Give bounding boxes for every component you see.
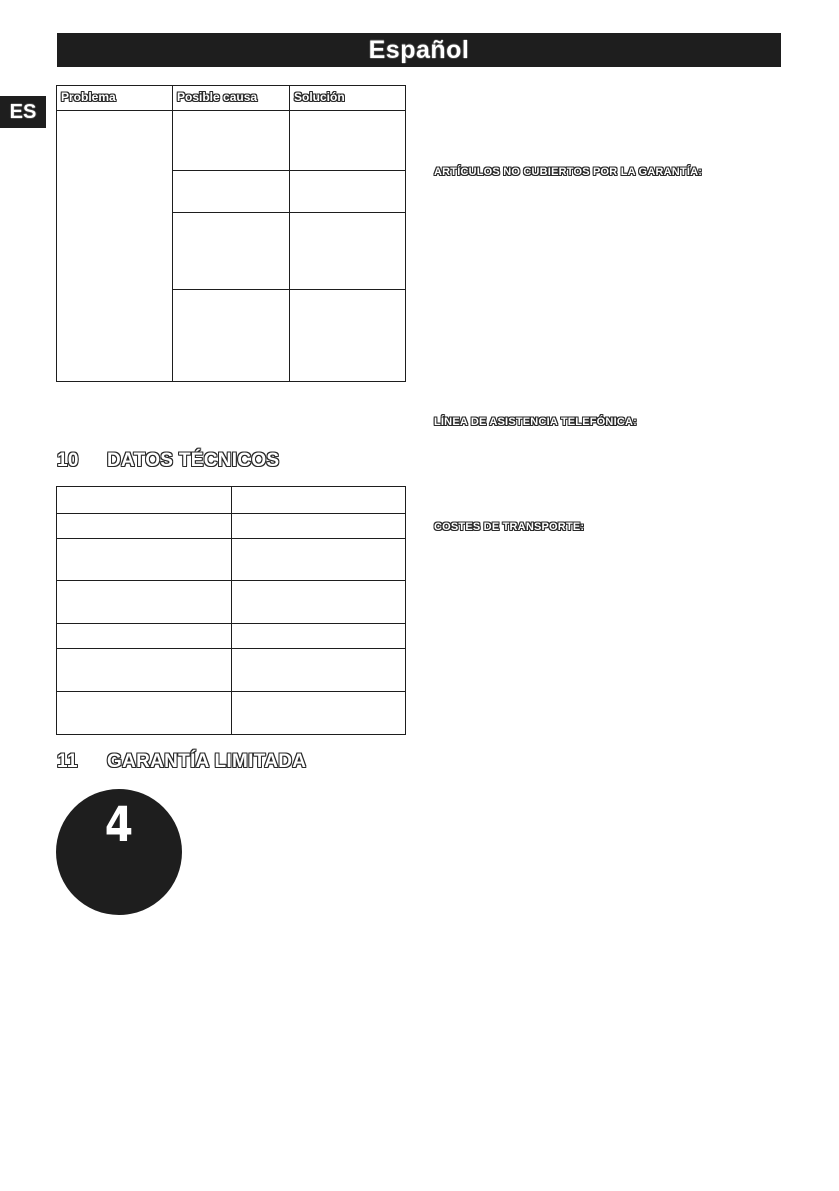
section-title: GARANTÍA LIMITADA — [107, 751, 307, 772]
language-header-bar — [57, 33, 781, 67]
transport-costs-label: COSTES DE TRANSPORTE: — [434, 521, 585, 533]
section-title: DATOS TÉCNICOS — [107, 450, 280, 471]
section-number: 10 — [57, 450, 79, 471]
table-header-solution: Solución — [294, 90, 345, 104]
language-tab — [0, 96, 46, 128]
table-header-cause: Posible causa — [177, 90, 258, 104]
section-heading-technical-data — [57, 450, 279, 472]
not-covered-label: ARTÍCULOS NO CUBIERTOS POR LA GARANTÍA: — [434, 166, 703, 178]
warranty-years-badge — [56, 789, 182, 915]
warranty-years-number: 4 — [104, 797, 134, 853]
helpline-label: LÍNEA DE ASISTENCIA TELEFÓNICA: — [434, 416, 637, 428]
section-number: 11 — [57, 751, 78, 772]
table-header-problem: Problema — [61, 90, 116, 104]
section-heading-limited-warranty — [57, 751, 306, 773]
language-title: Español — [368, 35, 470, 64]
language-code: ES — [9, 100, 37, 123]
